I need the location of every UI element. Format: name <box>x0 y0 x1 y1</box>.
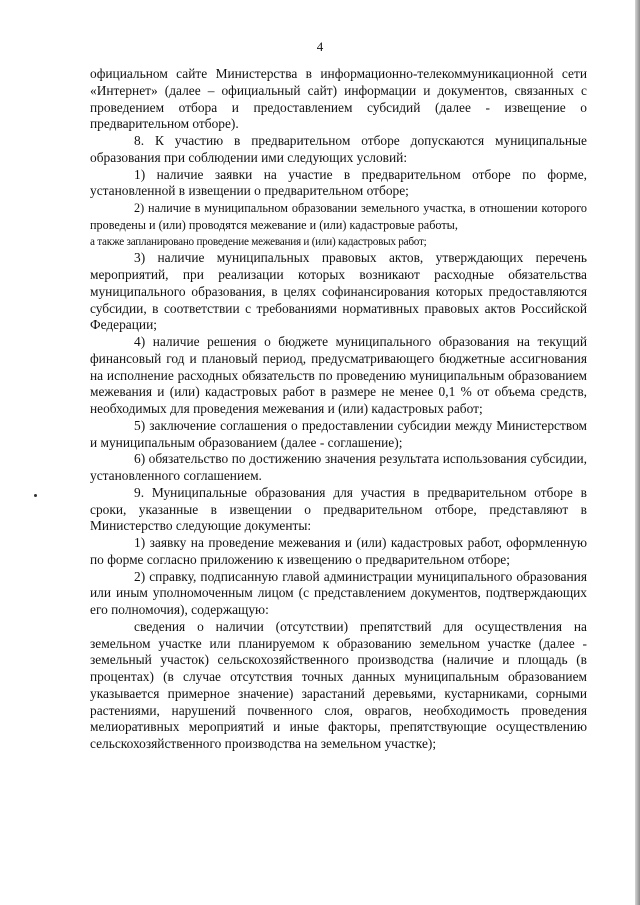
page-number: 4 <box>316 39 324 54</box>
paragraph-item-8: 8. К участию в предварительном отборе допускаются муниципальные образования при соблюдении ими следующих условий: <box>90 133 587 165</box>
paragraph-document-2: 2) справку, подписанную главой администрации муниципального образования или иным уполномоченным лицом (с представлением документов, подтверждающих его полномочия), содержащую: <box>90 568 587 617</box>
document-body <box>90 66 587 753</box>
paragraph-condition-3: 3) наличие муниципальных правовых актов, утверждающих перечень мероприятий, при реализации которых возникают расходные обязательства муниципального образования, в целях софинансирования которых предоставляются субсидии, в соответствии с требованиями нормативных правовых актов Российской Федерации; <box>90 250 587 333</box>
paragraph-condition-2-continuation: а также запланировано проведение межевания и (или) кадастровых работ; <box>90 235 427 248</box>
scan-edge-shadow <box>635 0 640 905</box>
paragraph-condition-5: 5) заключение соглашения о предоставлении субсидии между Министерством и муниципальным образованием (далее - соглашение); <box>90 417 587 450</box>
paragraph-item-9: 9. Муниципальные образования для участия в предварительном отборе в сроки, указанные в извещении о предварительном отборе, представляют в Министерство следующие документы: <box>90 484 587 534</box>
paragraph-condition-1: 1) наличие заявки на участие в предварительном отборе по форме, установленной в извещении о предварительном отборе; <box>90 166 587 199</box>
paragraph-condition-4: 4) наличие решения о бюджете муниципального образования на текущий финансовый год и плановый период, предусматривающего бюджетные ассигнования на исполнение расходных обязательств по проведению муниципальным образованием межевания и (или) кадастровых работ в размере не менее 0,1 % от объема средств, необходимых для проведения межевания и (или) кадастровых работ; <box>90 334 587 416</box>
paragraph-document-2-details: сведения о наличии (отсутствии) препятствий для осуществления на земельном участке или планируемом к образованию земельном участке (далее - земельный участок) сельскохозяйственного производства (наличие и площадь (в процентах) (в случае отсутствия точных данных муниципальным образованием указывается примерное значение) зарастаний деревьями, кустарниками, сорными растениями, нарушений почвенного слоя, оврагов, необходимость проведения мелиоративных мероприятий и иные факторы, препятствующие осуществлению сельскохозяйственного производства на земельном участке); <box>90 618 587 751</box>
paragraph-intro-continuation: официальном сайте Министерства в информационно-телекоммуникационной сети «Интернет» (далее – официальный сайт) информации и документов, связанных с проведением отбора и предоставлением субсидий (далее - извещение о предварительном отборе). <box>90 66 587 132</box>
paragraph-condition-6: 6) обязательство по достижению значения результата использования субсидии, установленного соглашением. <box>90 451 587 483</box>
scan-speck <box>34 494 37 497</box>
paragraph-condition-2: 2) наличие в муниципальном образовании земельного участка, в отношении которого проведены и (или) проводятся межевание и (или) кадастровые работы, <box>90 201 587 232</box>
paragraph-document-1: 1) заявку на проведение межевания и (или) кадастровых работ, оформленную по форме согласно приложению к извещению о предварительном отборе; <box>90 535 587 567</box>
